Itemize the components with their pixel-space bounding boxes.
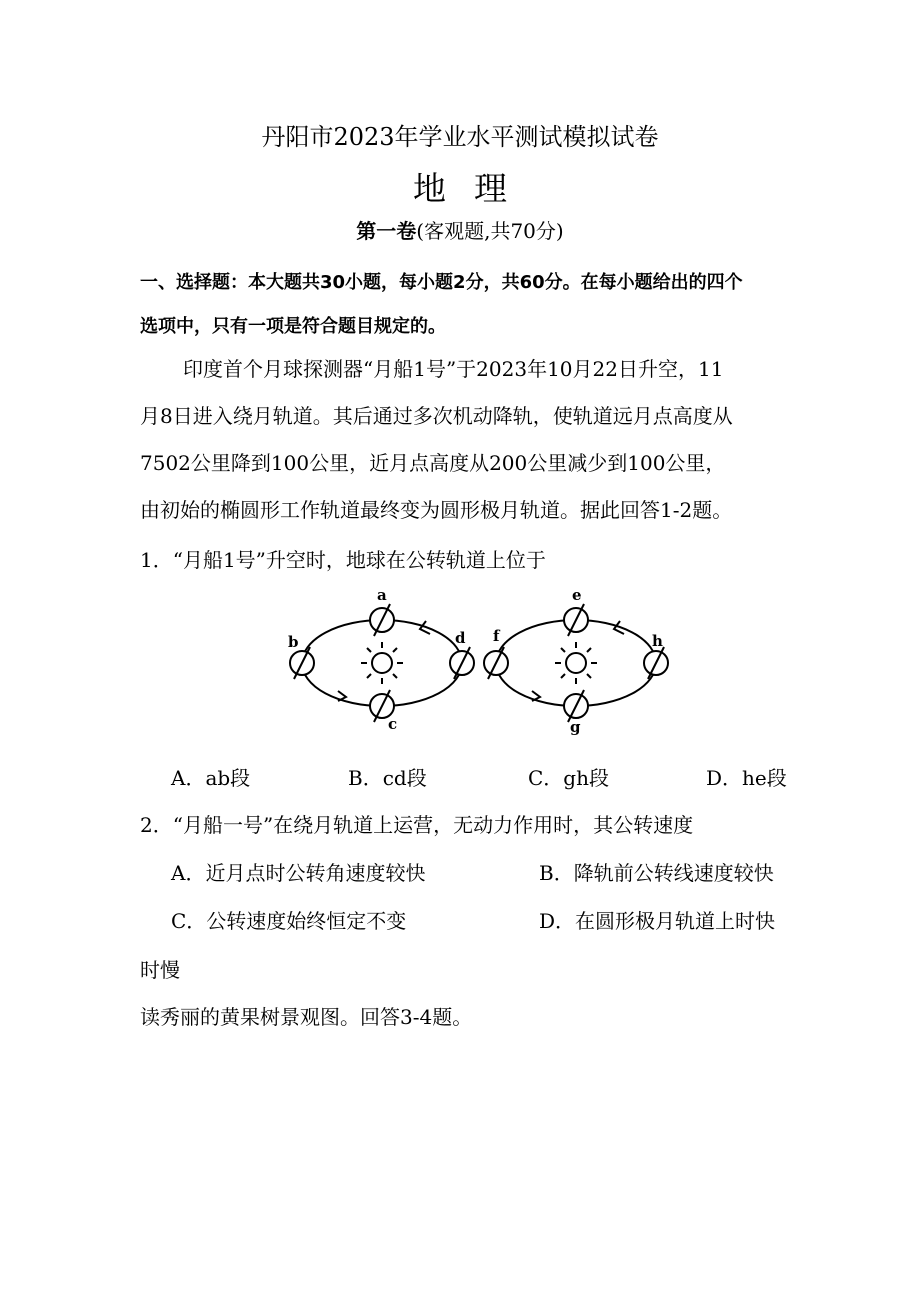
passage-line-3: 7502公里降到100公里，近月点高度从200公里减少到100公里， (140, 451, 726, 475)
subject-title: 地理 (413, 169, 535, 208)
right-arrow-bottom (532, 691, 540, 701)
label-c: c (388, 715, 398, 733)
question-2-option-b: B．降轨前公转线速度较快 (539, 861, 774, 885)
exam-title: 丹阳市2023年学业水平测试模拟试卷 (261, 123, 659, 151)
question-2-option-c: C．公转速度始终恒定不变 (171, 909, 407, 933)
part-title-rest: (客观题,共70分) (416, 219, 564, 243)
left-arrow-bottom (338, 691, 346, 701)
section-instruction-line-1: 一、选择题：本大题共30小题，每小题2分，共60分。在每小题给出的四个 (140, 272, 743, 293)
next-passage-intro: 读秀丽的黄果树景观图。回答3-4题。 (140, 1005, 473, 1029)
question-2-stem: 2．“月船一号”在绕月轨道上运营，无动力作用时，其公转速度 (140, 813, 694, 837)
question-1-option-c: C．gh段 (528, 766, 609, 790)
label-b: b (288, 633, 299, 651)
passage-line-1: 印度首个月球探测器“月船1号”于2023年10月22日升空，11 (183, 357, 724, 381)
question-1-option-b: B．cd段 (348, 766, 427, 790)
passage-line-4: 由初始的椭圆形工作轨道最终变为圆形极月轨道。据此回答1-2题。 (140, 498, 733, 522)
passage-line-2: 月8日进入绕月轨道。其后通过多次机动降轨，使轨道远月点高度从 (140, 404, 733, 428)
label-h: h (652, 632, 663, 650)
question-1-option-a: A．ab段 (171, 766, 251, 790)
left-sun (361, 642, 403, 684)
question-1-option-d: D．he段 (706, 766, 787, 790)
question-2-option-d: D．在圆形极月轨道上时快 (539, 909, 776, 933)
label-g: g (570, 718, 581, 736)
label-e: e (572, 586, 582, 604)
question-2-option-d-continuation: 时慢 (140, 958, 180, 982)
section-instruction-line-2: 选项中，只有一项是符合题目规定的。 (140, 316, 446, 337)
question-2-option-a: A．近月点时公转角速度较快 (171, 861, 426, 885)
question-1-stem: 1．“月船1号”升空时，地球在公转轨道上位于 (140, 548, 546, 572)
label-a: a (377, 586, 387, 604)
earth-orbit-diagram (280, 584, 680, 742)
label-f: f (493, 627, 500, 645)
right-sun (555, 642, 597, 684)
part-title-bold: 第一卷 (356, 219, 417, 243)
part-title (0, 215, 920, 244)
label-d: d (455, 629, 466, 647)
